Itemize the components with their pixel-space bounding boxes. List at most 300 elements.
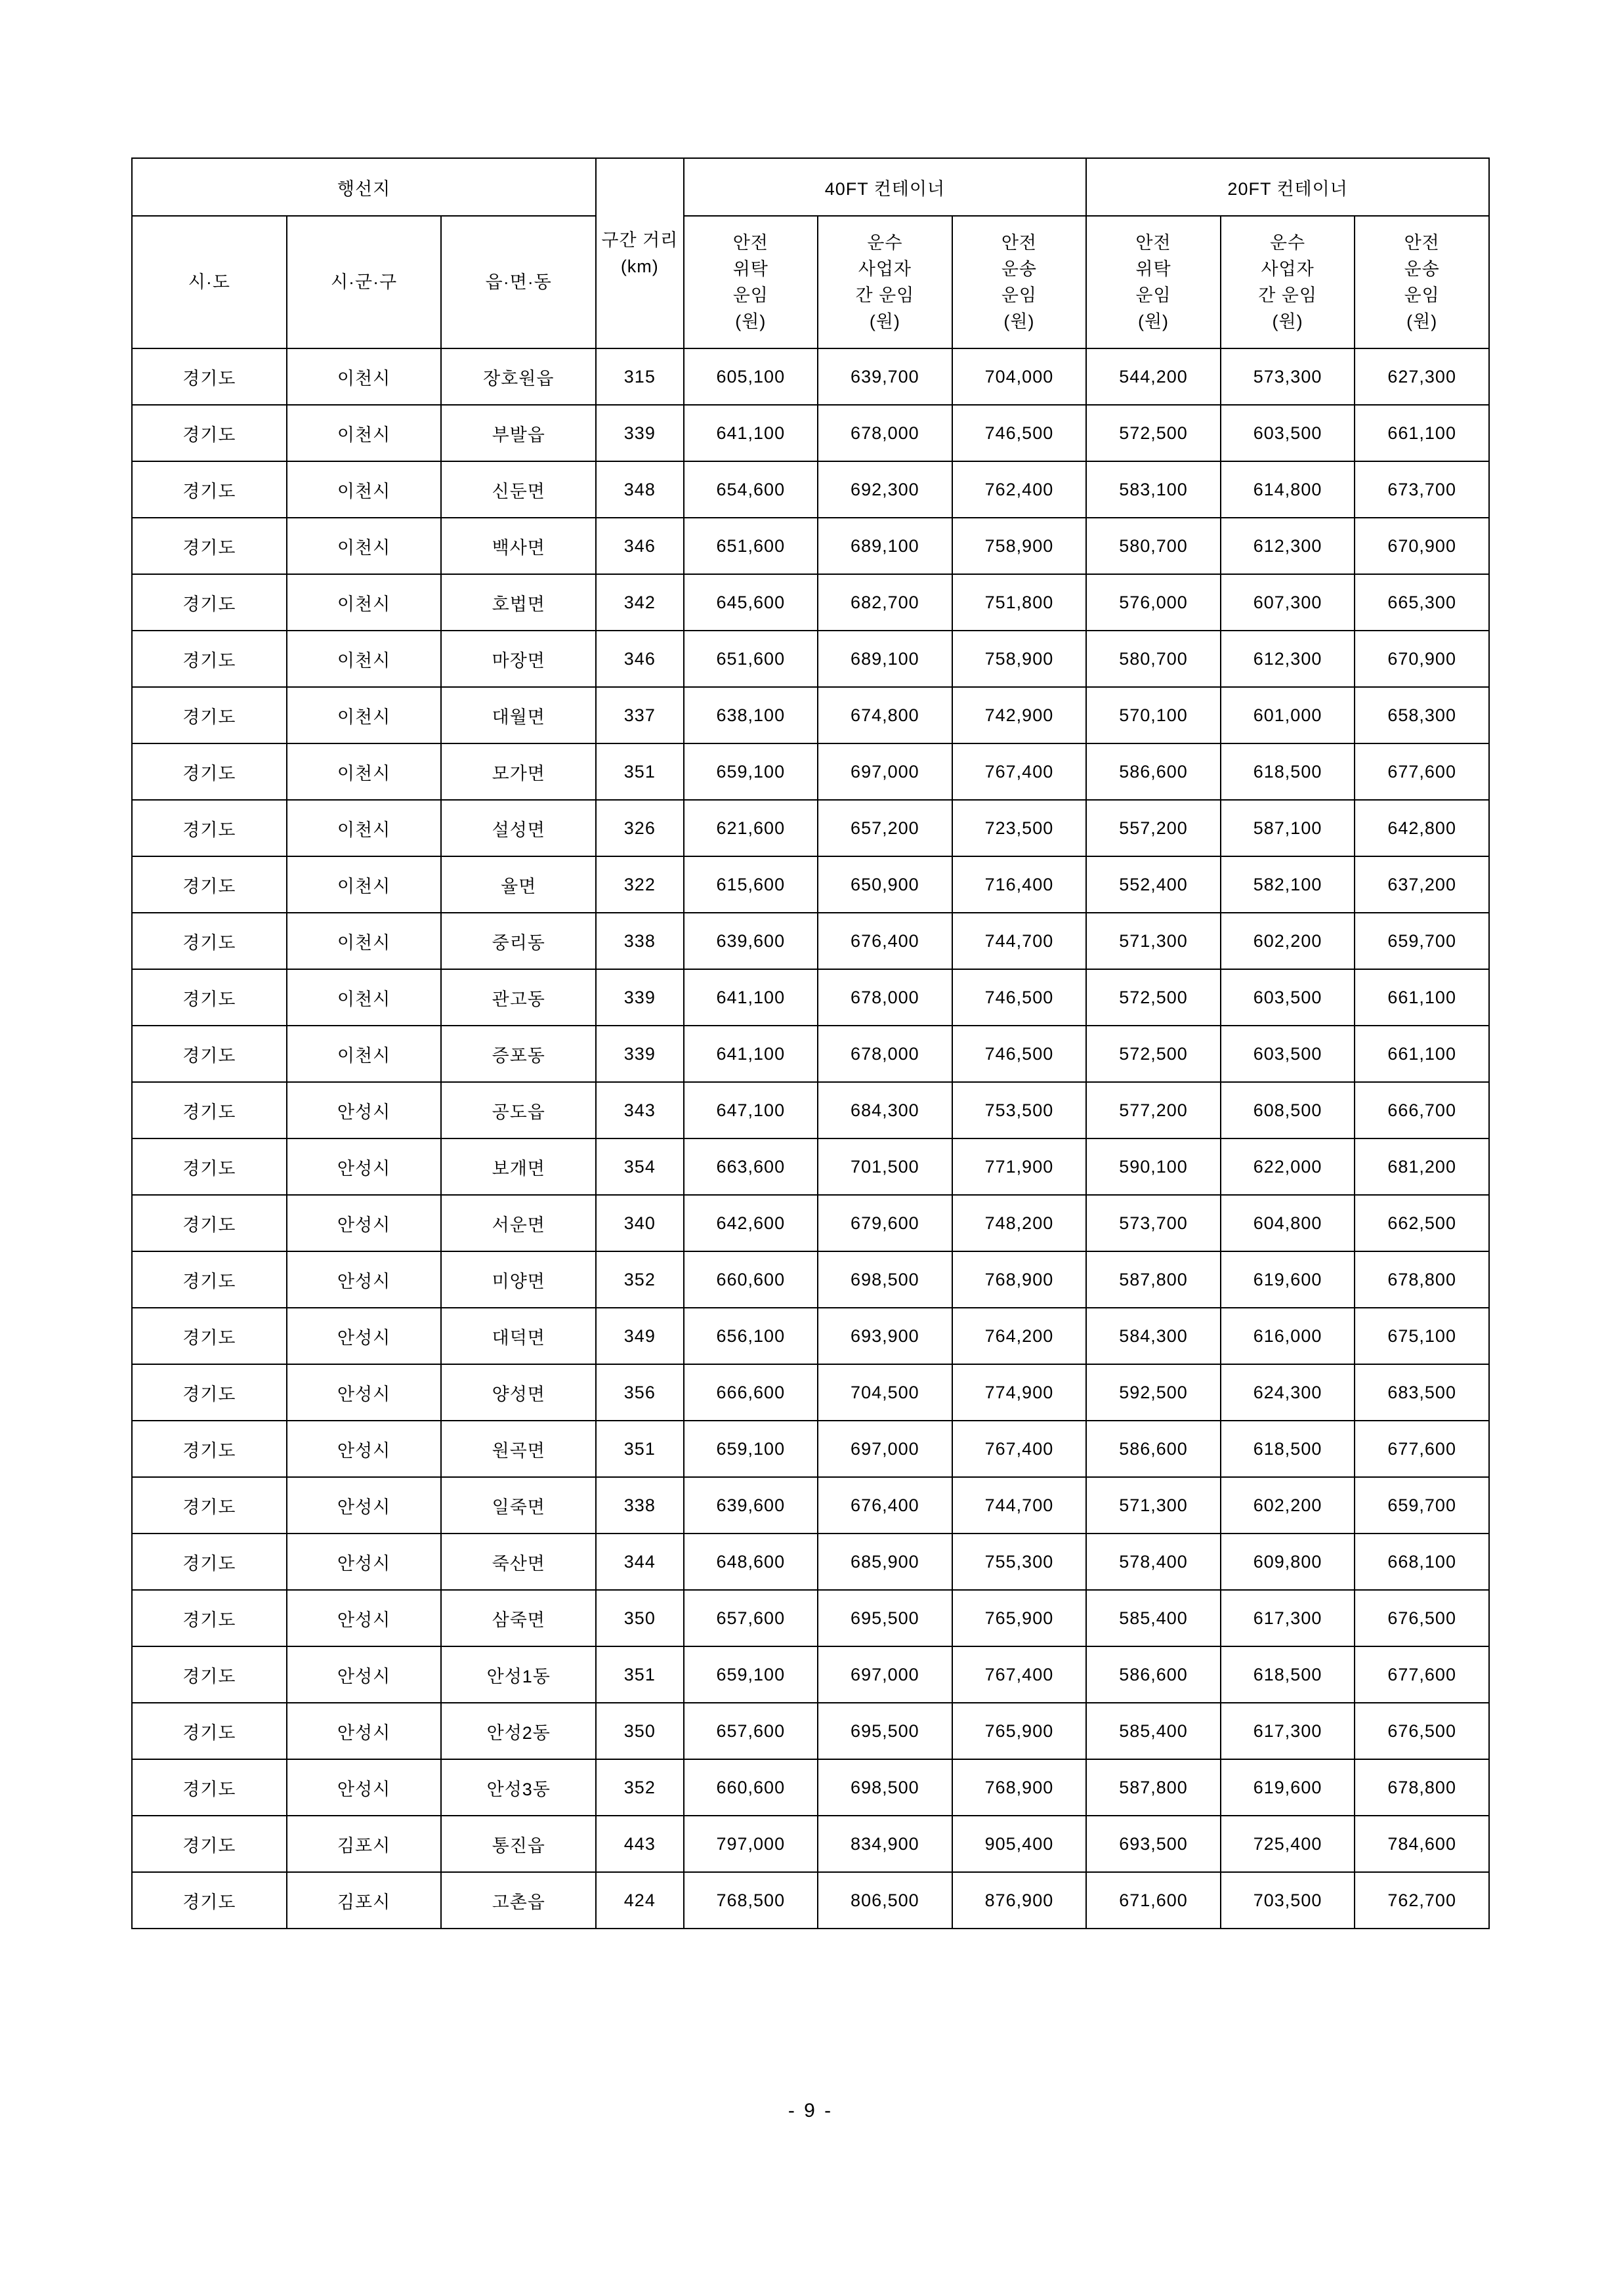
cell-20ft-safe-transport-fare: 666,700 [1355, 1082, 1489, 1138]
cell-20ft-safe-consign-fare: 552,400 [1086, 856, 1221, 913]
cell-sigungu: 안성시 [287, 1477, 442, 1534]
header-20ft-safe-transport-fare [1355, 216, 1489, 348]
cell-sido: 경기도 [132, 1477, 287, 1534]
cell-20ft-safe-transport-fare: 661,100 [1355, 405, 1489, 461]
cell-20ft-carrier-fare: 587,100 [1221, 800, 1355, 856]
cell-sigungu: 이천시 [287, 631, 442, 687]
table-row [132, 743, 1489, 800]
table-row [132, 969, 1489, 1026]
cell-sido: 경기도 [132, 631, 287, 687]
cell-20ft-safe-consign-fare: 570,100 [1086, 687, 1221, 743]
cell-40ft-safe-transport-fare: 744,700 [952, 913, 1087, 969]
cell-20ft-carrier-fare: 602,200 [1221, 1477, 1355, 1534]
cell-eupmyeondong: 죽산면 [441, 1534, 596, 1590]
header-destination-group: 행선지 [132, 158, 596, 216]
cell-40ft-carrier-fare: 806,500 [818, 1872, 952, 1929]
cell-40ft-safe-transport-fare: 905,400 [952, 1816, 1087, 1872]
cell-40ft-carrier-fare: 695,500 [818, 1703, 952, 1759]
table-row [132, 405, 1489, 461]
cell-distance: 340 [596, 1195, 683, 1251]
cell-sido: 경기도 [132, 1646, 287, 1703]
cell-40ft-carrier-fare: 693,900 [818, 1308, 952, 1364]
cell-distance: 339 [596, 969, 683, 1026]
cell-sigungu: 이천시 [287, 405, 442, 461]
cell-40ft-safe-transport-fare: 767,400 [952, 1421, 1087, 1477]
cell-sigungu: 안성시 [287, 1590, 442, 1646]
cell-sido: 경기도 [132, 687, 287, 743]
cell-40ft-carrier-fare: 684,300 [818, 1082, 952, 1138]
cell-sigungu: 김포시 [287, 1872, 442, 1929]
cell-eupmyeondong: 중리동 [441, 913, 596, 969]
cell-20ft-carrier-fare: 603,500 [1221, 1026, 1355, 1082]
header-sigungu: 시·군·구 [287, 216, 442, 348]
header-20ft-carrier-fare [1221, 216, 1355, 348]
header-40ft-safe-transport-fare-line2: 운송 [1001, 259, 1038, 279]
cell-eupmyeondong: 설성면 [441, 800, 596, 856]
cell-sido: 경기도 [132, 1590, 287, 1646]
cell-20ft-safe-transport-fare: 661,100 [1355, 969, 1489, 1026]
cell-20ft-carrier-fare: 618,500 [1221, 1646, 1355, 1703]
cell-20ft-carrier-fare: 619,600 [1221, 1251, 1355, 1308]
header-20ft-safe-transport-fare-line3: 운임 [1404, 285, 1440, 305]
cell-distance: 338 [596, 1477, 683, 1534]
header-sido: 시·도 [132, 216, 287, 348]
cell-20ft-safe-transport-fare: 627,300 [1355, 348, 1489, 405]
cell-20ft-safe-transport-fare: 662,500 [1355, 1195, 1489, 1251]
cell-40ft-safe-consign-fare: 659,100 [684, 743, 818, 800]
cell-20ft-carrier-fare: 618,500 [1221, 1421, 1355, 1477]
cell-20ft-safe-consign-fare: 571,300 [1086, 1477, 1221, 1534]
cell-40ft-safe-consign-fare: 605,100 [684, 348, 818, 405]
cell-40ft-safe-transport-fare: 768,900 [952, 1759, 1087, 1816]
cell-20ft-safe-transport-fare: 784,600 [1355, 1816, 1489, 1872]
cell-sido: 경기도 [132, 1082, 287, 1138]
cell-sido: 경기도 [132, 1534, 287, 1590]
table-header [132, 158, 1489, 348]
cell-20ft-carrier-fare: 602,200 [1221, 913, 1355, 969]
cell-40ft-carrier-fare: 657,200 [818, 800, 952, 856]
cell-40ft-safe-transport-fare: 753,500 [952, 1082, 1087, 1138]
cell-20ft-safe-transport-fare: 676,500 [1355, 1590, 1489, 1646]
cell-sido: 경기도 [132, 1421, 287, 1477]
cell-sigungu: 이천시 [287, 800, 442, 856]
cell-sigungu: 이천시 [287, 1026, 442, 1082]
cell-sigungu: 김포시 [287, 1816, 442, 1872]
cell-20ft-safe-transport-fare: 677,600 [1355, 1646, 1489, 1703]
cell-40ft-safe-consign-fare: 642,600 [684, 1195, 818, 1251]
cell-40ft-carrier-fare: 676,400 [818, 913, 952, 969]
cell-40ft-safe-consign-fare: 638,100 [684, 687, 818, 743]
header-20ft-carrier-fare-line4: (원) [1272, 312, 1303, 331]
cell-20ft-safe-consign-fare: 577,200 [1086, 1082, 1221, 1138]
cell-20ft-carrier-fare: 608,500 [1221, 1082, 1355, 1138]
cell-distance: 350 [596, 1703, 683, 1759]
cell-40ft-carrier-fare: 698,500 [818, 1251, 952, 1308]
cell-40ft-carrier-fare: 674,800 [818, 687, 952, 743]
cell-distance: 337 [596, 687, 683, 743]
cell-eupmyeondong: 모가면 [441, 743, 596, 800]
cell-40ft-safe-transport-fare: 767,400 [952, 1646, 1087, 1703]
cell-40ft-safe-transport-fare: 762,400 [952, 461, 1087, 518]
table-row [132, 687, 1489, 743]
cell-distance: 322 [596, 856, 683, 913]
header-20ft-safe-transport-fare-line2: 운송 [1404, 259, 1440, 279]
header-40ft-safe-transport-fare [952, 216, 1087, 348]
table-row [132, 1477, 1489, 1534]
header-row-groups [132, 158, 1489, 216]
cell-distance: 443 [596, 1816, 683, 1872]
cell-40ft-safe-transport-fare: 768,900 [952, 1251, 1087, 1308]
cell-eupmyeondong: 대월면 [441, 687, 596, 743]
table-row [132, 1759, 1489, 1816]
cell-sido: 경기도 [132, 1138, 287, 1195]
header-eupmyeondong: 읍·면·동 [441, 216, 596, 348]
table-row [132, 1138, 1489, 1195]
cell-40ft-safe-transport-fare: 755,300 [952, 1534, 1087, 1590]
cell-20ft-safe-consign-fare: 693,500 [1086, 1816, 1221, 1872]
cell-20ft-carrier-fare: 617,300 [1221, 1703, 1355, 1759]
cell-sido: 경기도 [132, 856, 287, 913]
cell-40ft-safe-transport-fare: 716,400 [952, 856, 1087, 913]
table-body [132, 348, 1489, 1929]
freight-rate-table [131, 157, 1490, 1929]
cell-40ft-carrier-fare: 678,000 [818, 1026, 952, 1082]
header-20ft-safe-consign-fare-line3: 운임 [1135, 285, 1171, 305]
cell-40ft-carrier-fare: 678,000 [818, 969, 952, 1026]
cell-eupmyeondong: 안성2동 [441, 1703, 596, 1759]
header-container-20ft: 20FT 컨테이너 [1086, 158, 1489, 216]
table-row [132, 1026, 1489, 1082]
cell-distance: 338 [596, 913, 683, 969]
table-row [132, 1703, 1489, 1759]
cell-40ft-safe-transport-fare: 765,900 [952, 1703, 1087, 1759]
cell-40ft-safe-transport-fare: 742,900 [952, 687, 1087, 743]
cell-sido: 경기도 [132, 1759, 287, 1816]
cell-distance: 346 [596, 631, 683, 687]
table-row [132, 518, 1489, 574]
cell-eupmyeondong: 부발읍 [441, 405, 596, 461]
header-20ft-safe-transport-fare-line4: (원) [1406, 312, 1438, 331]
cell-40ft-carrier-fare: 678,000 [818, 405, 952, 461]
cell-20ft-safe-transport-fare: 676,500 [1355, 1703, 1489, 1759]
cell-sigungu: 이천시 [287, 856, 442, 913]
header-40ft-safe-transport-fare-line3: 운임 [1001, 285, 1038, 305]
table-row [132, 1364, 1489, 1421]
cell-40ft-safe-consign-fare: 656,100 [684, 1308, 818, 1364]
header-distance-line3: (km) [620, 257, 659, 276]
cell-40ft-safe-transport-fare: 758,900 [952, 631, 1087, 687]
cell-40ft-safe-consign-fare: 659,100 [684, 1421, 818, 1477]
cell-sido: 경기도 [132, 800, 287, 856]
header-20ft-safe-consign-fare-line2: 위탁 [1135, 259, 1171, 279]
header-40ft-safe-consign-fare [684, 216, 818, 348]
cell-40ft-carrier-fare: 697,000 [818, 1646, 952, 1703]
cell-40ft-safe-transport-fare: 746,500 [952, 1026, 1087, 1082]
cell-40ft-safe-transport-fare: 723,500 [952, 800, 1087, 856]
cell-20ft-safe-transport-fare: 670,900 [1355, 518, 1489, 574]
cell-20ft-safe-consign-fare: 576,000 [1086, 574, 1221, 631]
cell-distance: 315 [596, 348, 683, 405]
cell-20ft-safe-consign-fare: 587,800 [1086, 1759, 1221, 1816]
cell-20ft-safe-consign-fare: 586,600 [1086, 1646, 1221, 1703]
cell-distance: 342 [596, 574, 683, 631]
cell-20ft-safe-transport-fare: 677,600 [1355, 1421, 1489, 1477]
cell-40ft-safe-consign-fare: 639,600 [684, 1477, 818, 1534]
table-row [132, 1082, 1489, 1138]
cell-40ft-safe-transport-fare: 765,900 [952, 1590, 1087, 1646]
cell-sido: 경기도 [132, 1872, 287, 1929]
cell-40ft-safe-consign-fare: 663,600 [684, 1138, 818, 1195]
cell-20ft-safe-transport-fare: 677,600 [1355, 743, 1489, 800]
cell-sido: 경기도 [132, 518, 287, 574]
header-container-40ft: 40FT 컨테이너 [684, 158, 1087, 216]
cell-20ft-carrier-fare: 725,400 [1221, 1816, 1355, 1872]
cell-sido: 경기도 [132, 1816, 287, 1872]
header-20ft-carrier-fare-line2: 사업자 [1261, 259, 1315, 279]
header-40ft-safe-consign-fare-line2: 위탁 [732, 259, 768, 279]
header-20ft-carrier-fare-line3: 간 운임 [1258, 285, 1317, 305]
cell-eupmyeondong: 미양면 [441, 1251, 596, 1308]
cell-distance: 343 [596, 1082, 683, 1138]
cell-40ft-carrier-fare: 692,300 [818, 461, 952, 518]
cell-distance: 351 [596, 743, 683, 800]
cell-eupmyeondong: 고촌읍 [441, 1872, 596, 1929]
cell-40ft-safe-consign-fare: 654,600 [684, 461, 818, 518]
cell-20ft-safe-transport-fare: 683,500 [1355, 1364, 1489, 1421]
cell-40ft-safe-transport-fare: 758,900 [952, 518, 1087, 574]
cell-eupmyeondong: 마장면 [441, 631, 596, 687]
cell-20ft-safe-consign-fare: 586,600 [1086, 1421, 1221, 1477]
cell-40ft-safe-consign-fare: 621,600 [684, 800, 818, 856]
cell-sido: 경기도 [132, 743, 287, 800]
cell-distance: 352 [596, 1251, 683, 1308]
cell-sido: 경기도 [132, 1251, 287, 1308]
cell-sido: 경기도 [132, 969, 287, 1026]
cell-sigungu: 안성시 [287, 1646, 442, 1703]
cell-20ft-safe-transport-fare: 678,800 [1355, 1759, 1489, 1816]
cell-40ft-carrier-fare: 695,500 [818, 1590, 952, 1646]
table-row [132, 913, 1489, 969]
cell-20ft-safe-transport-fare: 661,100 [1355, 1026, 1489, 1082]
cell-20ft-carrier-fare: 607,300 [1221, 574, 1355, 631]
cell-40ft-safe-transport-fare: 746,500 [952, 405, 1087, 461]
cell-sigungu: 이천시 [287, 348, 442, 405]
cell-sigungu: 안성시 [287, 1082, 442, 1138]
cell-20ft-carrier-fare: 601,000 [1221, 687, 1355, 743]
cell-20ft-safe-transport-fare: 673,700 [1355, 461, 1489, 518]
cell-20ft-carrier-fare: 617,300 [1221, 1590, 1355, 1646]
cell-sigungu: 안성시 [287, 1759, 442, 1816]
cell-20ft-safe-transport-fare: 668,100 [1355, 1534, 1489, 1590]
cell-sido: 경기도 [132, 1364, 287, 1421]
cell-20ft-safe-consign-fare: 572,500 [1086, 405, 1221, 461]
cell-20ft-safe-consign-fare: 571,300 [1086, 913, 1221, 969]
cell-20ft-safe-transport-fare: 681,200 [1355, 1138, 1489, 1195]
cell-40ft-safe-consign-fare: 666,600 [684, 1364, 818, 1421]
cell-distance: 351 [596, 1646, 683, 1703]
cell-40ft-safe-consign-fare: 615,600 [684, 856, 818, 913]
cell-20ft-safe-transport-fare: 659,700 [1355, 913, 1489, 969]
header-20ft-safe-consign-fare [1086, 216, 1221, 348]
cell-eupmyeondong: 통진읍 [441, 1816, 596, 1872]
cell-20ft-carrier-fare: 604,800 [1221, 1195, 1355, 1251]
header-20ft-carrier-fare-line1: 운수 [1269, 233, 1306, 253]
table-row [132, 1872, 1489, 1929]
cell-sigungu: 안성시 [287, 1703, 442, 1759]
cell-20ft-safe-consign-fare: 590,100 [1086, 1138, 1221, 1195]
table-row [132, 1590, 1489, 1646]
cell-sigungu: 안성시 [287, 1421, 442, 1477]
cell-40ft-carrier-fare: 689,100 [818, 518, 952, 574]
cell-20ft-safe-consign-fare: 585,400 [1086, 1590, 1221, 1646]
cell-40ft-safe-transport-fare: 746,500 [952, 969, 1087, 1026]
cell-40ft-safe-transport-fare: 751,800 [952, 574, 1087, 631]
header-distance-line1: 구간 [601, 230, 637, 250]
table-row [132, 574, 1489, 631]
cell-20ft-safe-transport-fare: 658,300 [1355, 687, 1489, 743]
cell-40ft-carrier-fare: 682,700 [818, 574, 952, 631]
cell-40ft-safe-consign-fare: 659,100 [684, 1646, 818, 1703]
cell-40ft-safe-consign-fare: 660,600 [684, 1251, 818, 1308]
cell-40ft-safe-consign-fare: 797,000 [684, 1816, 818, 1872]
cell-20ft-safe-transport-fare: 659,700 [1355, 1477, 1489, 1534]
cell-sigungu: 이천시 [287, 969, 442, 1026]
cell-eupmyeondong: 신둔면 [441, 461, 596, 518]
cell-sigungu: 안성시 [287, 1251, 442, 1308]
cell-40ft-safe-consign-fare: 641,100 [684, 405, 818, 461]
table-row [132, 1251, 1489, 1308]
header-40ft-carrier-fare-line1: 운수 [867, 233, 903, 253]
cell-20ft-safe-consign-fare: 587,800 [1086, 1251, 1221, 1308]
cell-20ft-safe-consign-fare: 544,200 [1086, 348, 1221, 405]
cell-sido: 경기도 [132, 1195, 287, 1251]
cell-40ft-safe-consign-fare: 648,600 [684, 1534, 818, 1590]
header-40ft-safe-consign-fare-line4: (원) [735, 312, 767, 331]
cell-20ft-carrier-fare: 616,000 [1221, 1308, 1355, 1364]
cell-sido: 경기도 [132, 348, 287, 405]
cell-40ft-safe-consign-fare: 645,600 [684, 574, 818, 631]
cell-40ft-safe-transport-fare: 767,400 [952, 743, 1087, 800]
cell-eupmyeondong: 안성1동 [441, 1646, 596, 1703]
cell-40ft-carrier-fare: 650,900 [818, 856, 952, 913]
cell-distance: 344 [596, 1534, 683, 1590]
cell-20ft-carrier-fare: 614,800 [1221, 461, 1355, 518]
cell-20ft-safe-consign-fare: 572,500 [1086, 969, 1221, 1026]
cell-sigungu: 이천시 [287, 518, 442, 574]
cell-40ft-safe-consign-fare: 651,600 [684, 518, 818, 574]
cell-sido: 경기도 [132, 1026, 287, 1082]
cell-eupmyeondong: 안성3동 [441, 1759, 596, 1816]
cell-eupmyeondong: 백사면 [441, 518, 596, 574]
cell-eupmyeondong: 율면 [441, 856, 596, 913]
cell-20ft-carrier-fare: 624,300 [1221, 1364, 1355, 1421]
header-40ft-safe-consign-fare-line1: 안전 [732, 233, 768, 253]
header-40ft-safe-transport-fare-line4: (원) [1003, 312, 1035, 331]
cell-40ft-carrier-fare: 701,500 [818, 1138, 952, 1195]
cell-40ft-carrier-fare: 689,100 [818, 631, 952, 687]
cell-20ft-carrier-fare: 573,300 [1221, 348, 1355, 405]
cell-20ft-carrier-fare: 618,500 [1221, 743, 1355, 800]
cell-20ft-safe-consign-fare: 592,500 [1086, 1364, 1221, 1421]
cell-eupmyeondong: 대덕면 [441, 1308, 596, 1364]
cell-40ft-safe-transport-fare: 774,900 [952, 1364, 1087, 1421]
cell-40ft-carrier-fare: 639,700 [818, 348, 952, 405]
cell-40ft-carrier-fare: 697,000 [818, 1421, 952, 1477]
header-40ft-safe-transport-fare-line1: 안전 [1001, 233, 1038, 253]
cell-sido: 경기도 [132, 1703, 287, 1759]
cell-40ft-safe-transport-fare: 744,700 [952, 1477, 1087, 1534]
cell-40ft-safe-consign-fare: 647,100 [684, 1082, 818, 1138]
cell-20ft-safe-transport-fare: 642,800 [1355, 800, 1489, 856]
cell-distance: 348 [596, 461, 683, 518]
cell-40ft-safe-consign-fare: 768,500 [684, 1872, 818, 1929]
cell-sigungu: 안성시 [287, 1534, 442, 1590]
header-20ft-safe-transport-fare-line1: 안전 [1404, 233, 1440, 253]
cell-sigungu: 이천시 [287, 461, 442, 518]
cell-eupmyeondong: 관고동 [441, 969, 596, 1026]
cell-eupmyeondong: 양성면 [441, 1364, 596, 1421]
header-distance-line2: 거리 [642, 230, 679, 250]
cell-eupmyeondong: 일죽면 [441, 1477, 596, 1534]
header-40ft-carrier-fare-line2: 사업자 [858, 259, 912, 279]
cell-20ft-safe-consign-fare: 585,400 [1086, 1703, 1221, 1759]
cell-20ft-carrier-fare: 612,300 [1221, 631, 1355, 687]
cell-20ft-carrier-fare: 703,500 [1221, 1872, 1355, 1929]
cell-40ft-safe-consign-fare: 651,600 [684, 631, 818, 687]
cell-distance: 339 [596, 405, 683, 461]
cell-20ft-safe-consign-fare: 572,500 [1086, 1026, 1221, 1082]
cell-40ft-safe-consign-fare: 641,100 [684, 1026, 818, 1082]
cell-sigungu: 이천시 [287, 913, 442, 969]
cell-20ft-carrier-fare: 603,500 [1221, 405, 1355, 461]
cell-20ft-safe-consign-fare: 557,200 [1086, 800, 1221, 856]
cell-40ft-safe-transport-fare: 764,200 [952, 1308, 1087, 1364]
cell-sigungu: 안성시 [287, 1138, 442, 1195]
cell-20ft-safe-consign-fare: 573,700 [1086, 1195, 1221, 1251]
table-row [132, 1421, 1489, 1477]
cell-20ft-safe-consign-fare: 671,600 [1086, 1872, 1221, 1929]
cell-20ft-carrier-fare: 612,300 [1221, 518, 1355, 574]
cell-40ft-carrier-fare: 697,000 [818, 743, 952, 800]
cell-20ft-safe-consign-fare: 580,700 [1086, 631, 1221, 687]
table-row [132, 631, 1489, 687]
cell-eupmyeondong: 원곡면 [441, 1421, 596, 1477]
cell-40ft-safe-consign-fare: 657,600 [684, 1590, 818, 1646]
cell-sigungu: 안성시 [287, 1308, 442, 1364]
header-40ft-safe-consign-fare-line3: 운임 [732, 285, 768, 305]
table-row [132, 1195, 1489, 1251]
cell-distance: 339 [596, 1026, 683, 1082]
cell-distance: 346 [596, 518, 683, 574]
cell-20ft-safe-consign-fare: 578,400 [1086, 1534, 1221, 1590]
cell-40ft-carrier-fare: 676,400 [818, 1477, 952, 1534]
cell-eupmyeondong: 장호원읍 [441, 348, 596, 405]
cell-sigungu: 이천시 [287, 574, 442, 631]
cell-sigungu: 이천시 [287, 687, 442, 743]
cell-distance: 356 [596, 1364, 683, 1421]
page-number: - 9 - [788, 2100, 833, 2121]
table-row [132, 348, 1489, 405]
header-distance [596, 158, 683, 348]
table-row [132, 856, 1489, 913]
cell-40ft-carrier-fare: 834,900 [818, 1816, 952, 1872]
cell-distance: 326 [596, 800, 683, 856]
cell-eupmyeondong: 서운면 [441, 1195, 596, 1251]
header-40ft-carrier-fare-line3: 간 운임 [855, 285, 915, 305]
cell-40ft-safe-consign-fare: 641,100 [684, 969, 818, 1026]
cell-40ft-safe-transport-fare: 876,900 [952, 1872, 1087, 1929]
cell-sigungu: 안성시 [287, 1364, 442, 1421]
